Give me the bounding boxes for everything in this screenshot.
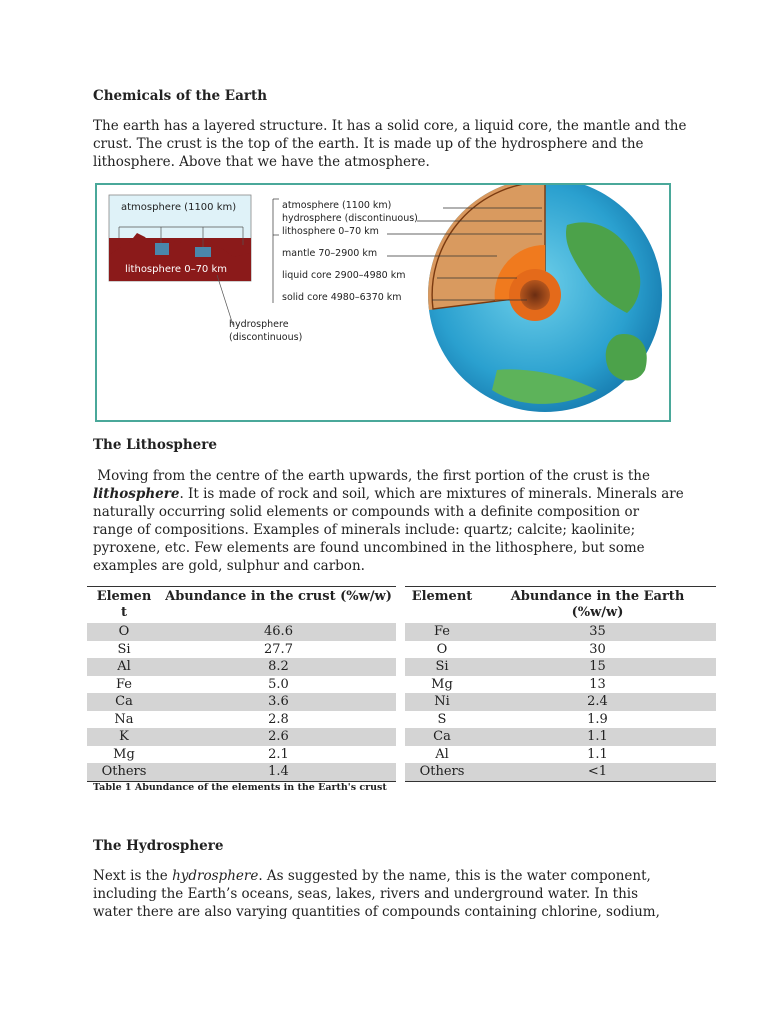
table2-header-abundance: Abundance in the Earth (%w/w) [510, 589, 685, 620]
table-row: Ni 2.4 [405, 693, 716, 711]
table-row: Si 27.7 [117, 641, 293, 657]
earth-layers-figure [95, 183, 671, 422]
hydrosphere-term: hydrosphere [172, 868, 259, 884]
table-row: Fe 35 [405, 623, 716, 641]
table-row: Al 8.2 [87, 658, 396, 676]
inset-lithosphere-label: lithosphere 0–70 km [125, 264, 228, 275]
intro-paragraph [93, 117, 693, 171]
inset-water [155, 243, 169, 255]
label-hydrosphere-inset-sub: (discontinuous) [229, 332, 303, 343]
label-lithosphere: lithosphere 0–70 km [282, 226, 379, 237]
table-row: Na 2.8 [114, 711, 289, 727]
table-row: Fe 5.0 [115, 676, 289, 692]
earth-abundance-table [405, 586, 716, 782]
table-row: Al 1.1 [435, 746, 608, 762]
table-row: O 30 [436, 641, 606, 657]
table-row: Mg 2.1 [113, 746, 289, 762]
table-row: Ca 3.6 [87, 693, 396, 711]
label-liquid-core: liquid core 2900–4980 km [282, 270, 406, 281]
table1-header-element: Elemen t [96, 589, 152, 620]
intro-line: The earth has a layered structure. It has a solid core, a liquid core, the mantle and the [93, 118, 687, 134]
heading-lithosphere: The Lithosphere [93, 437, 217, 453]
table-row: O 46.6 [87, 623, 396, 641]
hydrosphere-paragraph [93, 867, 713, 921]
label-mantle: mantle 70–2900 km [282, 248, 378, 259]
label-solid-core: solid core 4980–6370 km [282, 292, 402, 303]
table1-header-abundance: Abundance in the crust (%w/w) [165, 589, 392, 604]
table-row: Others 1.4 [87, 763, 396, 781]
hydro-line: Next is the [93, 868, 173, 884]
table-row: Mg 13 [431, 676, 606, 692]
heading-hydrosphere: The Hydrosphere [93, 838, 224, 854]
litho-line: Moving from the centre of the earth upwards, the first portion of the crust is the [93, 468, 650, 484]
litho-line: examples are gold, sulphur and carbon. [93, 558, 365, 574]
inset-water [195, 247, 211, 257]
lithosphere-paragraph [93, 467, 713, 575]
label-atmosphere: atmosphere (1100 km) [282, 200, 392, 211]
litho-line: pyroxene, etc. Few elements are found uncombined in the lithosphere, but some [93, 540, 645, 556]
land-mass [606, 334, 647, 380]
intro-line: crust. The crust is the top of the earth. It is made up of the hydrosphere and the [93, 136, 644, 152]
heading-chemicals: Chemicals of the Earth [93, 88, 268, 104]
table-caption: Table 1 Abundance of the elements in the Earth's crust [93, 782, 387, 793]
table-row: Si 15 [405, 658, 716, 676]
litho-line: . It is made of rock and soil, which are mixtures of minerals. Minerals are [179, 486, 684, 502]
inset-atmosphere-label: atmosphere (1100 km) [121, 202, 237, 213]
litho-line: naturally occurring solid elements or compounds with a definite composition or [93, 504, 640, 520]
table-row: Ca 1.1 [405, 728, 716, 746]
table-row: K 2.6 [87, 728, 396, 746]
label-hydrosphere-inset: hydrosphere [229, 319, 289, 330]
table2-header-element: Element [411, 589, 473, 604]
label-hydrosphere: hydrosphere (discontinuous) [282, 213, 418, 224]
litho-line: range of compositions. Examples of minerals include: quartz; calcite; kaolinite; [93, 522, 636, 538]
intro-line: lithosphere. Above that we have the atmosphere. [93, 154, 430, 170]
hydro-line: water there are also varying quantities of compounds containing chlorine, sodium, [93, 904, 660, 920]
crust-abundance-table [87, 586, 396, 782]
lithosphere-term: lithosphere [93, 486, 180, 502]
solid-core [520, 280, 550, 310]
table-row: Others <1 [405, 763, 716, 781]
hydro-line: . As suggested by the name, this is the water component, [258, 868, 651, 884]
hydro-line: including the Earth’s oceans, seas, lakes, rivers and underground water. In this [93, 886, 639, 902]
table-row: S 1.9 [437, 711, 608, 727]
